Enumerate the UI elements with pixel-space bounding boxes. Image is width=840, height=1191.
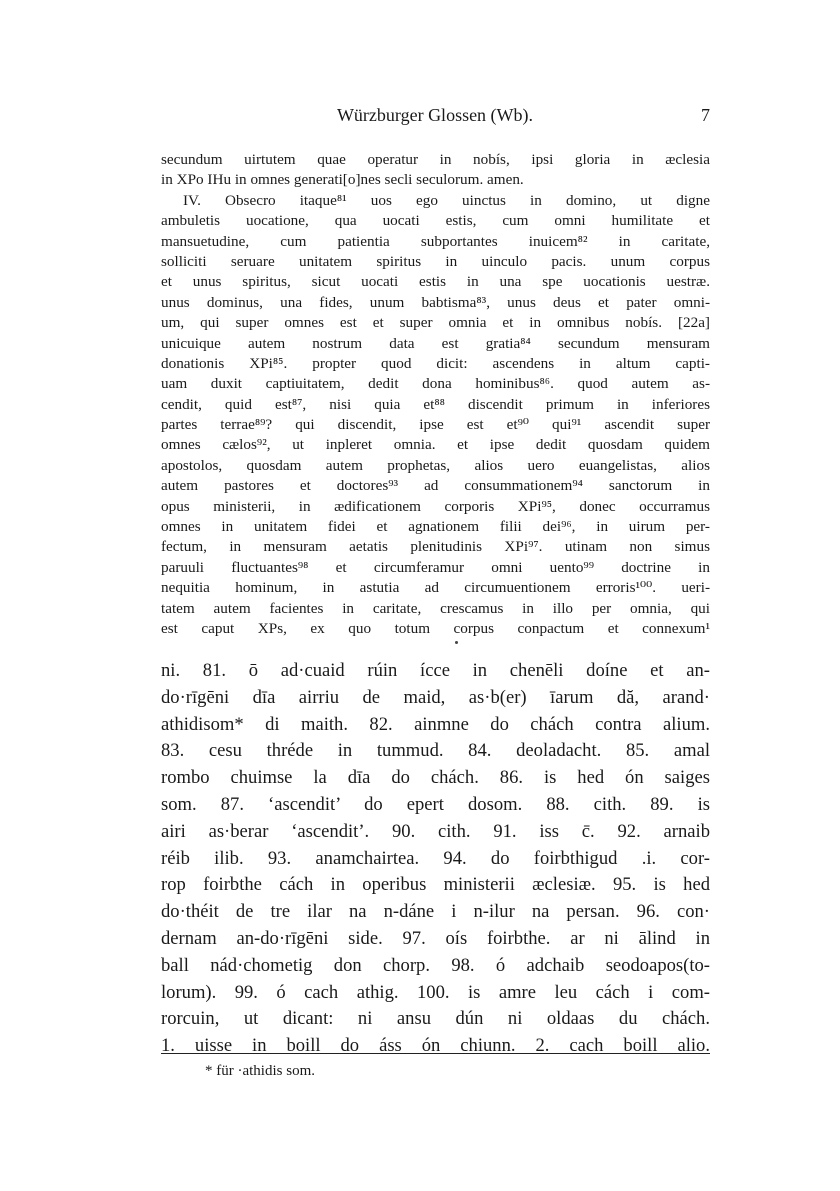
latin-line: est caput XPs, ex quo totum corpus conpactum et connexum¹ — [161, 619, 710, 637]
latin-line: donationis XPi⁸⁵. propter quod dicit: ascendens in altum capti- — [161, 354, 710, 372]
gloss-line: lorum). 99. ó cach athig. 100. is amre leu cách i com- — [161, 981, 710, 1003]
latin-line: tatem autem facientes in caritate, crescamus in illo per omnia, qui — [161, 599, 710, 617]
latin-line: uam duxit captiuitatem, dedit dona hominibus⁸⁶. quod autem as- — [161, 375, 710, 393]
gloss-line: dernam an-do·rīgēni side. 97. oís foirbthe. ar ni ālind in — [161, 927, 710, 949]
gloss-line: do·théit de tre ilar na n-dáne i n-ilur na persan. 96. con· — [161, 901, 710, 923]
latin-text-block — [161, 150, 710, 639]
latin-line: omnes in unitatem fidei et agnationem filii dei⁹⁶, in uirum per- — [161, 518, 710, 536]
gloss-line: rorcuin, ut dicant: ni ansu dún ni oldaas du chách. — [161, 1008, 710, 1030]
gloss-line: som. 87. ‘ascendit’ do epert dosom. 88. cith. 89. is — [161, 793, 710, 815]
latin-line: et unus spiritus, sicut uocati estis in una spe uocationis uestræ. — [161, 273, 710, 291]
latin-line: um, qui super omnes est et super omnia et in omnibus nobís. [22a] — [161, 314, 710, 332]
gloss-line: réib ilib. 93. anamchairtea. 94. do foirbthigud .i. cor- — [161, 847, 710, 869]
latin-line: partes terrae⁸⁹? qui discendit, ipse est et⁹⁰ qui⁹¹ ascendit super — [161, 416, 710, 434]
latin-line: nequitia hominum, in astutia ad circumuentionem erroris¹⁰⁰. ueri- — [161, 579, 710, 597]
gloss-line: 1. uisse in boill do áss ón chiunn. 2. cach boill alio. — [161, 1035, 710, 1057]
gloss-line: 83. cesu thréde in tummud. 84. deoladacht. 85. amal — [161, 740, 710, 762]
gloss-line: rombo chuimse la dīa do chách. 86. is hed ón saiges — [161, 767, 710, 789]
gloss-line: ball nád·chometig don chorp. 98. ó adchaib seodoapos(to- — [161, 954, 710, 976]
latin-line: IV. Obsecro itaque⁸¹ uos ego uinctus in domino, ut digne — [183, 191, 710, 209]
latin-line: mansuetudine, cum patientia subportantes inuicem⁸² in caritate, — [161, 232, 710, 250]
section-dot — [455, 641, 458, 644]
latin-line: unus dominus, una fides, unum babtisma⁸³, unus deus et pater omni- — [161, 293, 710, 311]
latin-line: unicuique autem nostrum data est gratia⁸⁴ secundum mensuram — [161, 334, 710, 352]
page-number: 7 — [701, 105, 710, 125]
latin-line: solliciti seruare unitatem spiritus in uinculo pacis. unum corpus — [161, 252, 710, 270]
footnote-rule — [161, 1053, 710, 1054]
gloss-line: athidisom* di maith. 82. ainmne do chách contra alium. — [161, 713, 710, 735]
gloss-line: airi as·berar ‘ascendit’. 90. cith. 91. iss c̄. 92. arnaib — [161, 820, 710, 842]
gloss-line: do·rīgēni dīa airriu de maid, as·b(er) īarum dă, arand· — [161, 686, 710, 708]
latin-line: secundum uirtutem quae operatur in nobís, ipsi gloria in æclesia — [161, 151, 710, 168]
latin-line: autem pastores et doctores⁹³ ad consummationem⁹⁴ sanctorum in — [161, 477, 710, 495]
latin-line: omnes cælos⁹², ut inpleret omnia. et ipse dedit quosdam quidem — [161, 436, 710, 454]
latin-line: cendit, quid est⁸⁷, nisi quia et⁸⁸ discendit primum in inferiores — [161, 395, 710, 413]
running-title: Würzburger Glossen (Wb). — [336, 105, 534, 125]
latin-line: in XPo IHu in omnes generati[o]nes secli seculorum. amen. — [161, 171, 524, 189]
latin-line: apostolos, quosdam autem prophetas, alios uero euangelistas, alios — [161, 456, 710, 474]
running-header — [160, 105, 710, 135]
gloss-text-block — [161, 658, 710, 1060]
gloss-line: ni. 81. ō ad·cuaid rúin ícce in chenēli doíne et an- — [161, 660, 710, 681]
footnote: * für ·athidis som. — [205, 1063, 315, 1079]
latin-line: fectum, in mensuram aetatis plenitudinis XPi⁹⁷. utinam non simus — [161, 538, 710, 556]
latin-line: opus ministerii, in ædificationem corporis XPi⁹⁵, donec occurramus — [161, 497, 710, 515]
gloss-line: rop foirbthe cách in operibus ministerii æclesiæ. 95. is hed — [161, 874, 710, 896]
latin-line: paruuli fluctuantes⁹⁸ et circumferamur omni uento⁹⁹ doctrine in — [161, 558, 710, 576]
latin-line: ambuletis uocatione, qua uocati estis, cum omni humilitate et — [161, 212, 710, 230]
